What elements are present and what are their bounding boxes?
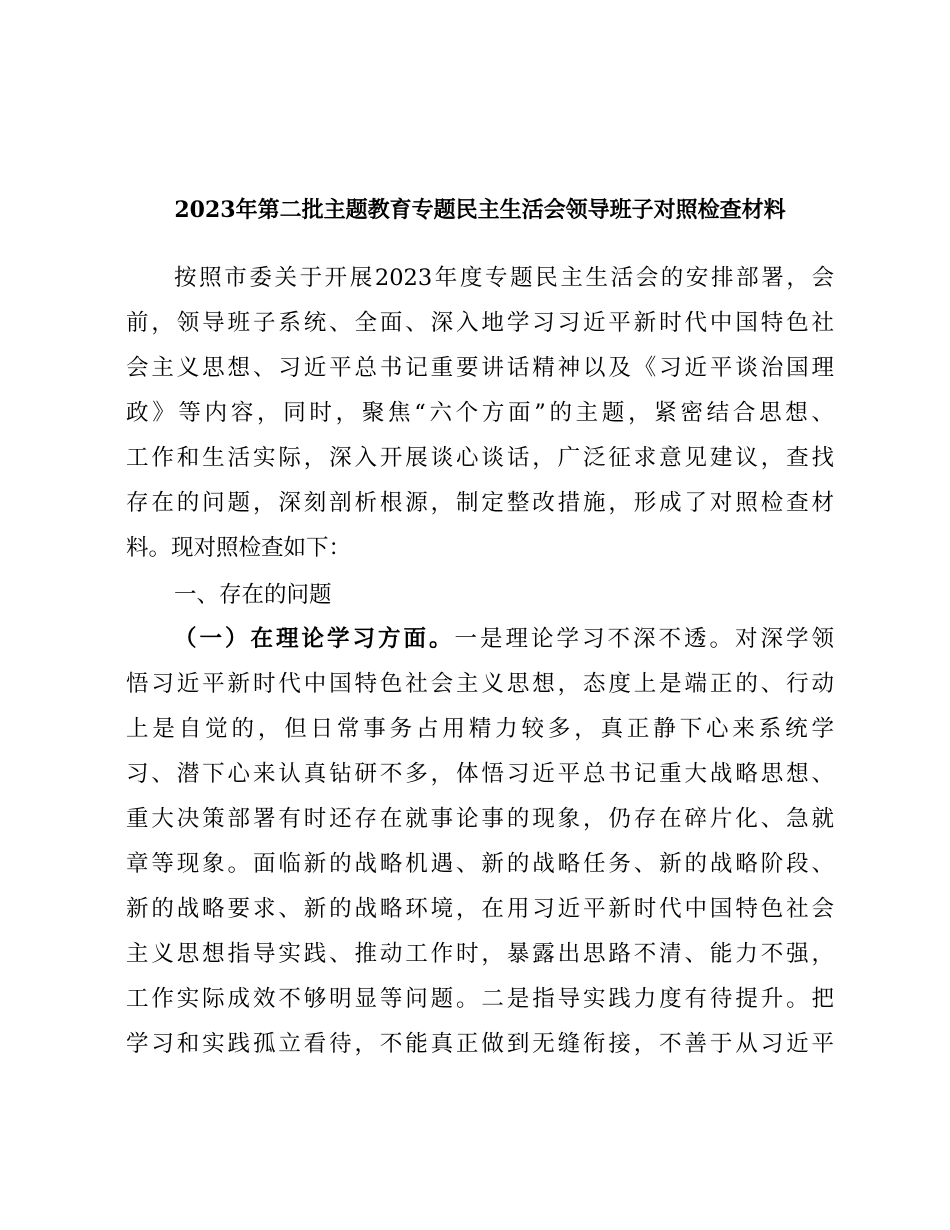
body-line-3: 上是自觉的，但日常事务占用精力较多，真正静下心来系统学 [126,716,834,742]
body-line-4: 习、潜下心来认真钻研不多，体悟习近平总书记重大战略思想、 [126,761,834,787]
body-line-10: 学习和实践孤立看待，不能真正做到无缝衔接，不善于从习近平 [126,1031,834,1057]
body-line-2: 悟习近平新时代中国特色社会主义思想，态度上是端正的、行动 [126,671,834,697]
section-heading: 一、存在的问题 [174,582,332,608]
intro-line-7: 料。现对照检查如下： [126,535,352,561]
intro-line-4: 政》等内容，同时，聚焦“六个方面”的主题，紧密结合思想、 [126,400,834,426]
body-line-6: 章等现象。面临新的战略机遇、新的战略任务、新的战略阶段、 [126,851,834,877]
subsection-label: （一）在理论学习方面。 [174,626,455,652]
body-line-1-text: 一是理论学习不深不透。对深学领 [454,626,834,652]
intro-line-5: 工作和生活实际，深入开展谈心谈话，广泛征求意见建议，查找 [126,445,834,471]
body-line-9: 工作实际成效不够明显等问题。二是指导实践力度有待提升。把 [126,986,834,1012]
intro-line-3: 会主义思想、习近平总书记重要讲话精神以及《习近平谈治国理 [126,355,834,381]
body-line-5: 重大决策部署有时还存在就事论事的现象，仍存在碎片化、急就 [126,806,834,832]
intro-line-2: 前，领导班子系统、全面、深入地学习习近平新时代中国特色社 [126,310,834,336]
intro-line-1: 按照市委关于开展2023年度专题民主生活会的安排部署，会 [174,265,834,291]
body-line-1 [174,624,834,654]
intro-line-6: 存在的问题，深刻剖析根源，制定整改措施，形成了对照检查材 [126,490,834,516]
body-line-8: 主义思想指导实践、推动工作时，暴露出思路不清、能力不强， [126,941,834,967]
body-line-7: 新的战略要求、新的战略环境，在用习近平新时代中国特色社会 [126,896,834,922]
document-title: 2023年第二批主题教育专题民主生活会领导班子对照检查材料 [174,197,786,223]
